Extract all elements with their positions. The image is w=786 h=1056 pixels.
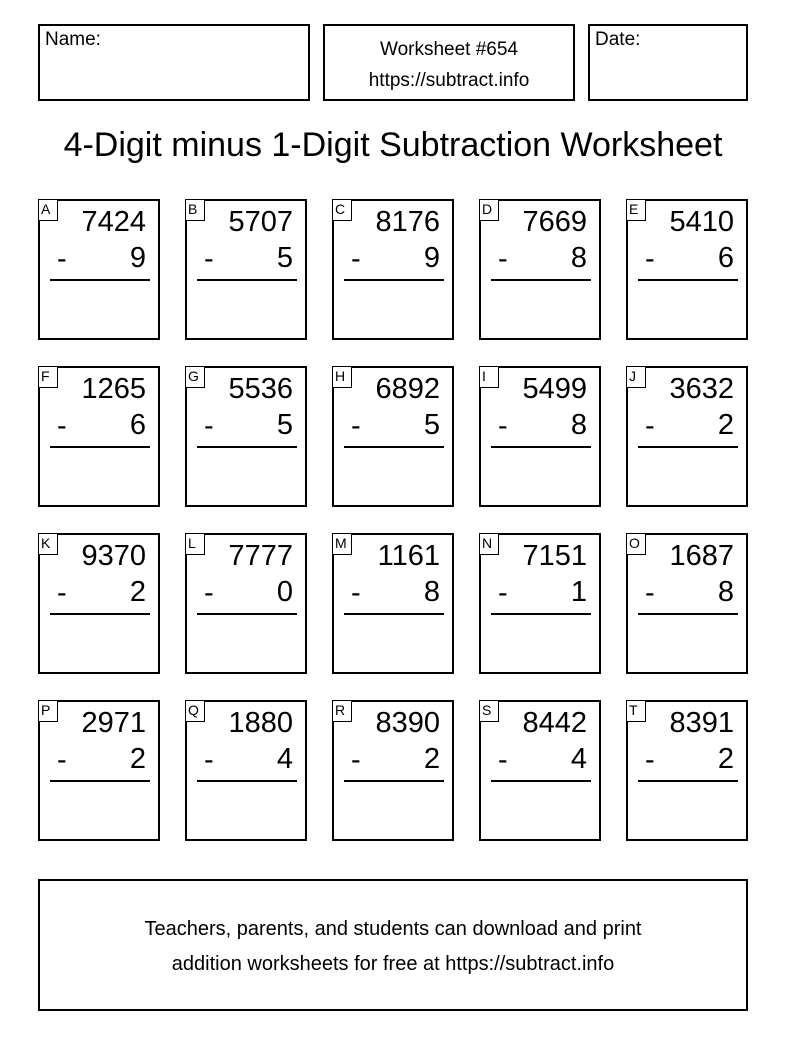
answer-line <box>197 446 297 448</box>
answer-line <box>50 279 150 281</box>
subtrahend: 0 <box>276 576 293 608</box>
problem-letter: T <box>626 700 646 722</box>
problem-box <box>479 199 601 340</box>
problem-box <box>479 366 601 507</box>
minuend: 5499 <box>522 373 587 405</box>
minus-sign: - <box>57 243 67 275</box>
problem-letter: B <box>185 199 205 221</box>
problem-letter: R <box>332 700 352 722</box>
answer-line <box>344 279 444 281</box>
minus-sign: - <box>645 744 655 776</box>
subtrahend: 2 <box>129 576 146 608</box>
problem-box <box>185 533 307 674</box>
subtrahend: 2 <box>717 409 734 441</box>
answer-line <box>50 446 150 448</box>
problem-letter: A <box>38 199 58 221</box>
problem-letter: G <box>185 366 205 388</box>
minus-sign: - <box>498 410 508 442</box>
minuend: 5707 <box>228 206 293 238</box>
subtrahend: 8 <box>570 242 587 274</box>
problem-box <box>38 366 160 507</box>
minuend: 8176 <box>375 206 440 238</box>
minus-sign: - <box>204 577 214 609</box>
problem-letter: C <box>332 199 352 221</box>
minuend: 3632 <box>669 373 734 405</box>
minuend: 8442 <box>522 707 587 739</box>
date-label: Date: <box>595 29 641 50</box>
answer-line <box>638 279 738 281</box>
subtrahend: 2 <box>423 743 440 775</box>
worksheet-url: https://subtract.info <box>368 70 530 91</box>
answer-line <box>491 446 591 448</box>
problem-box <box>626 700 748 841</box>
answer-line <box>197 780 297 782</box>
minus-sign: - <box>645 243 655 275</box>
subtrahend: 1 <box>570 576 587 608</box>
answer-line <box>638 613 738 615</box>
minus-sign: - <box>351 410 361 442</box>
minus-sign: - <box>351 744 361 776</box>
minus-sign: - <box>204 243 214 275</box>
problem-letter: N <box>479 533 499 555</box>
subtrahend: 5 <box>423 409 440 441</box>
problem-box <box>479 533 601 674</box>
answer-line <box>638 446 738 448</box>
problem-box <box>332 199 454 340</box>
minus-sign: - <box>498 577 508 609</box>
answer-line <box>197 279 297 281</box>
problem-box <box>626 533 748 674</box>
subtrahend: 8 <box>717 576 734 608</box>
problem-box <box>185 199 307 340</box>
minuend: 8390 <box>375 707 440 739</box>
minus-sign: - <box>498 243 508 275</box>
name-box <box>38 24 310 101</box>
minus-sign: - <box>57 744 67 776</box>
problem-letter: H <box>332 366 352 388</box>
problem-box <box>38 700 160 841</box>
problem-box <box>332 366 454 507</box>
problem-box <box>626 199 748 340</box>
minuend: 1265 <box>81 373 146 405</box>
subtrahend: 9 <box>129 242 146 274</box>
problem-letter: I <box>479 366 499 388</box>
problem-letter: Q <box>185 700 205 722</box>
minuend: 8391 <box>669 707 734 739</box>
answer-line <box>491 279 591 281</box>
minus-sign: - <box>645 577 655 609</box>
problem-box <box>38 199 160 340</box>
problem-letter: M <box>332 533 352 555</box>
answer-line <box>344 613 444 615</box>
problem-box <box>185 366 307 507</box>
problem-box <box>332 533 454 674</box>
answer-line <box>638 780 738 782</box>
subtrahend: 8 <box>423 576 440 608</box>
answer-line <box>50 780 150 782</box>
problem-letter: S <box>479 700 499 722</box>
subtrahend: 6 <box>717 242 734 274</box>
minuend: 5410 <box>669 206 734 238</box>
problem-letter: E <box>626 199 646 221</box>
date-box <box>588 24 748 101</box>
minuend: 7424 <box>81 206 146 238</box>
answer-line <box>344 446 444 448</box>
minuend: 1880 <box>228 707 293 739</box>
subtrahend: 5 <box>276 242 293 274</box>
subtrahend: 2 <box>129 743 146 775</box>
worksheet-number: Worksheet #654 <box>379 39 518 60</box>
problem-letter: D <box>479 199 499 221</box>
minus-sign: - <box>351 243 361 275</box>
problem-box <box>332 700 454 841</box>
footer-line-2: addition worksheets for free at https://subtract.info <box>171 953 615 975</box>
minuend: 2971 <box>81 707 146 739</box>
subtrahend: 4 <box>276 743 293 775</box>
problem-letter: K <box>38 533 58 555</box>
subtrahend: 5 <box>276 409 293 441</box>
answer-line <box>491 613 591 615</box>
minuend: 1687 <box>669 540 734 572</box>
subtrahend: 9 <box>423 242 440 274</box>
minus-sign: - <box>57 577 67 609</box>
minus-sign: - <box>204 410 214 442</box>
answer-line <box>491 780 591 782</box>
minus-sign: - <box>57 410 67 442</box>
answer-line <box>50 613 150 615</box>
problem-box <box>479 700 601 841</box>
minus-sign: - <box>351 577 361 609</box>
problem-box <box>185 700 307 841</box>
answer-line <box>197 613 297 615</box>
subtrahend: 8 <box>570 409 587 441</box>
subtrahend: 4 <box>570 743 587 775</box>
minus-sign: - <box>204 744 214 776</box>
footer-box <box>38 879 748 1011</box>
problem-letter: P <box>38 700 58 722</box>
name-label: Name: <box>45 29 101 50</box>
subtrahend: 2 <box>717 743 734 775</box>
minuend: 7777 <box>228 540 293 572</box>
footer-line-1: Teachers, parents, and students can download and print <box>144 918 642 940</box>
problem-letter: O <box>626 533 646 555</box>
minuend: 7151 <box>522 540 587 572</box>
problem-letter: J <box>626 366 646 388</box>
minuend: 1161 <box>377 540 440 572</box>
page-title: 4-Digit minus 1-Digit Subtraction Worksheet <box>63 126 723 164</box>
minuend: 7669 <box>522 206 587 238</box>
problem-box <box>626 366 748 507</box>
minuend: 6892 <box>375 373 440 405</box>
answer-line <box>344 780 444 782</box>
subtrahend: 6 <box>129 409 146 441</box>
minuend: 5536 <box>228 373 293 405</box>
minus-sign: - <box>645 410 655 442</box>
minuend: 9370 <box>81 540 146 572</box>
worksheet-info-box <box>323 24 575 101</box>
problem-letter: L <box>185 533 205 555</box>
problem-letter: F <box>38 366 58 388</box>
problem-box <box>38 533 160 674</box>
minus-sign: - <box>498 744 508 776</box>
